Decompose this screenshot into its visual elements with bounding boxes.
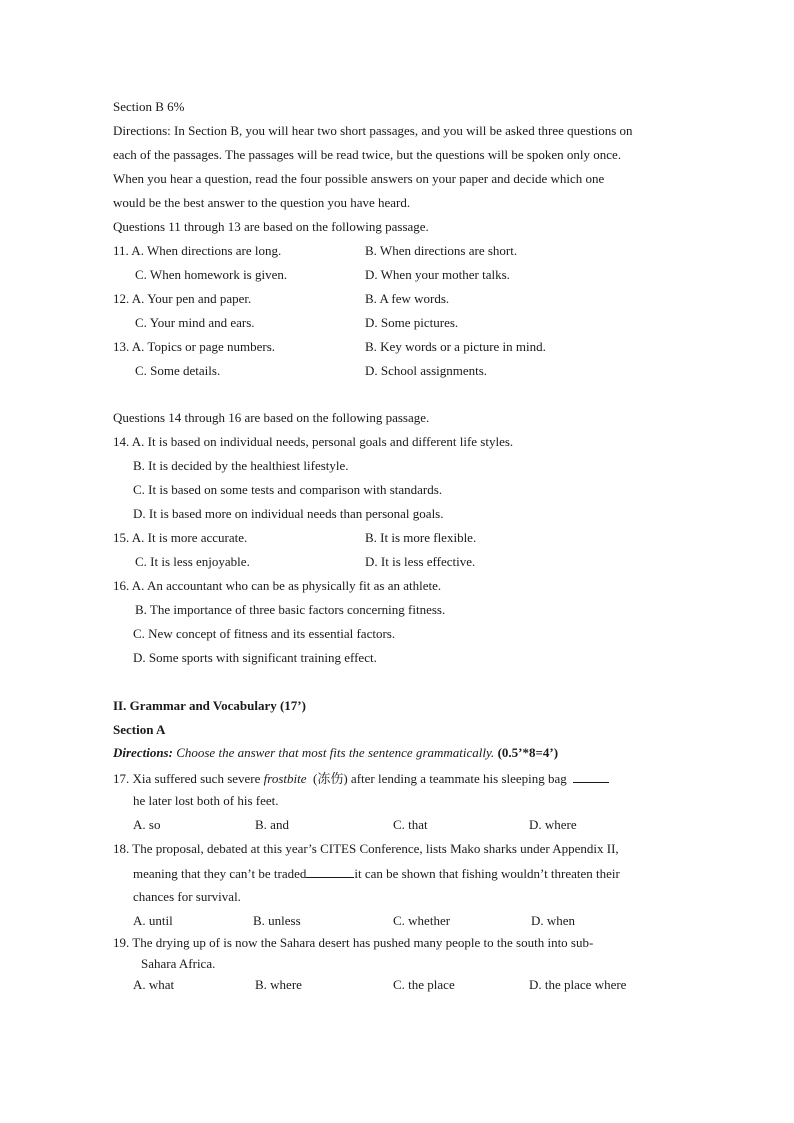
q18-option-c: C. whether (393, 913, 451, 928)
q15-option-d: D. It is less effective. (365, 554, 476, 569)
directions-text: Choose the answer that most fits the sentence grammatically. (172, 745, 495, 760)
directions-line-2: each of the passages. The passages will be read twice, but the questions will be spoken only once. (113, 147, 622, 162)
q18-stem-post: it can be shown that fishing wouldn’t threaten their (354, 866, 620, 881)
q19-stem-line-2: Sahara Africa. (141, 956, 216, 971)
q18-option-d: D. when (531, 913, 576, 928)
q17-stem-post: (冻伤) after lending a teammate his sleeping bag (313, 771, 567, 786)
q13-option-a: 13. A. Topics or page numbers. (113, 339, 276, 354)
q19-option-a: A. what (133, 977, 175, 992)
q12-option-c: C. Your mind and ears. (135, 315, 255, 330)
q11-option-c: C. When homework is given. (135, 267, 288, 282)
q18-stem-pre: meaning that they can’t be traded (133, 866, 307, 881)
q17-stem-pre: 17. Xia suffered such severe (113, 771, 261, 786)
q18-stem-line-3: chances for survival. (133, 889, 241, 904)
q18-stem-line-2 (133, 865, 620, 882)
q16-option-b: B. The importance of three basic factors concerning fitness. (135, 602, 446, 617)
q17-option-c: C. that (393, 817, 428, 832)
directions-label: Directions: (113, 745, 173, 760)
q16-option-d: D. Some sports with significant training effect. (133, 650, 377, 665)
part-2-heading: II. Grammar and Vocabulary (17’) (113, 698, 306, 713)
q18-stem-line-1: 18. The proposal, debated at this year’s CITES Conference, lists Mako sharks under Appendix II, (113, 841, 619, 856)
passage-2-intro: Questions 14 through 16 are based on the following passage. (113, 410, 430, 425)
q19-stem-line-1: 19. The drying up of is now the Sahara desert has pushed many people to the south into sub- (113, 935, 594, 950)
q15-option-a: 15. A. It is more accurate. (113, 530, 248, 545)
section-b-heading: Section B 6% (113, 99, 185, 114)
q13-option-b: B. Key words or a picture in mind. (365, 339, 546, 354)
q11-option-d: D. When your mother talks. (365, 267, 510, 282)
q18-answer-blank[interactable] (306, 865, 354, 878)
q12-option-d: D. Some pictures. (365, 315, 459, 330)
q16-option-a: 16. A. An accountant who can be as physically fit as an athlete. (113, 578, 442, 593)
q12-option-b: B. A few words. (365, 291, 450, 306)
q19-option-d: D. the place where (529, 977, 627, 992)
q15-option-c: C. It is less enjoyable. (135, 554, 250, 569)
directions-line-1: Directions: In Section B, you will hear two short passages, and you will be asked three questions on (113, 123, 633, 138)
directions-line-4: would be the best answer to the question you have heard. (113, 195, 411, 210)
q17-option-d: D. where (529, 817, 577, 832)
section-a-heading: Section A (113, 722, 166, 737)
q14-option-b: B. It is decided by the healthiest lifestyle. (133, 458, 349, 473)
q15-option-b: B. It is more flexible. (365, 530, 477, 545)
q17-stem-line-1 (113, 770, 684, 787)
q13-option-c: C. Some details. (135, 363, 221, 378)
directions-score: (0.5’*8=4’) (497, 745, 559, 760)
q12-option-a: 12. A. Your pen and paper. (113, 291, 252, 306)
q11-option-a: 11. A. When directions are long. (113, 243, 282, 258)
q14-option-c: C. It is based on some tests and comparison with standards. (133, 482, 443, 497)
q17-answer-blank[interactable] (573, 770, 609, 783)
q17-stem-term: frostbite (263, 771, 307, 786)
q13-option-d: D. School assignments. (365, 363, 488, 378)
q18-option-a: A. until (133, 913, 173, 928)
q18-option-b: B. unless (253, 913, 301, 928)
passage-1-intro: Questions 11 through 13 are based on the following passage. (113, 219, 429, 234)
q17-option-a: A. so (133, 817, 161, 832)
q19-option-c: C. the place (393, 977, 455, 992)
q17-option-b: B. and (255, 817, 289, 832)
directions-line-3: When you hear a question, read the four possible answers on your paper and decide which one (113, 171, 605, 186)
q19-option-b: B. where (255, 977, 302, 992)
section-a-directions (113, 745, 558, 761)
q11-option-b: B. When directions are short. (365, 243, 518, 258)
q17-stem-line-2: he later lost both of his feet. (133, 793, 279, 808)
q16-option-c: C. New concept of fitness and its essential factors. (133, 626, 396, 641)
q14-option-d: D. It is based more on individual needs than personal goals. (133, 506, 444, 521)
q14-option-a: 14. A. It is based on individual needs, personal goals and different life styles. (113, 434, 514, 449)
